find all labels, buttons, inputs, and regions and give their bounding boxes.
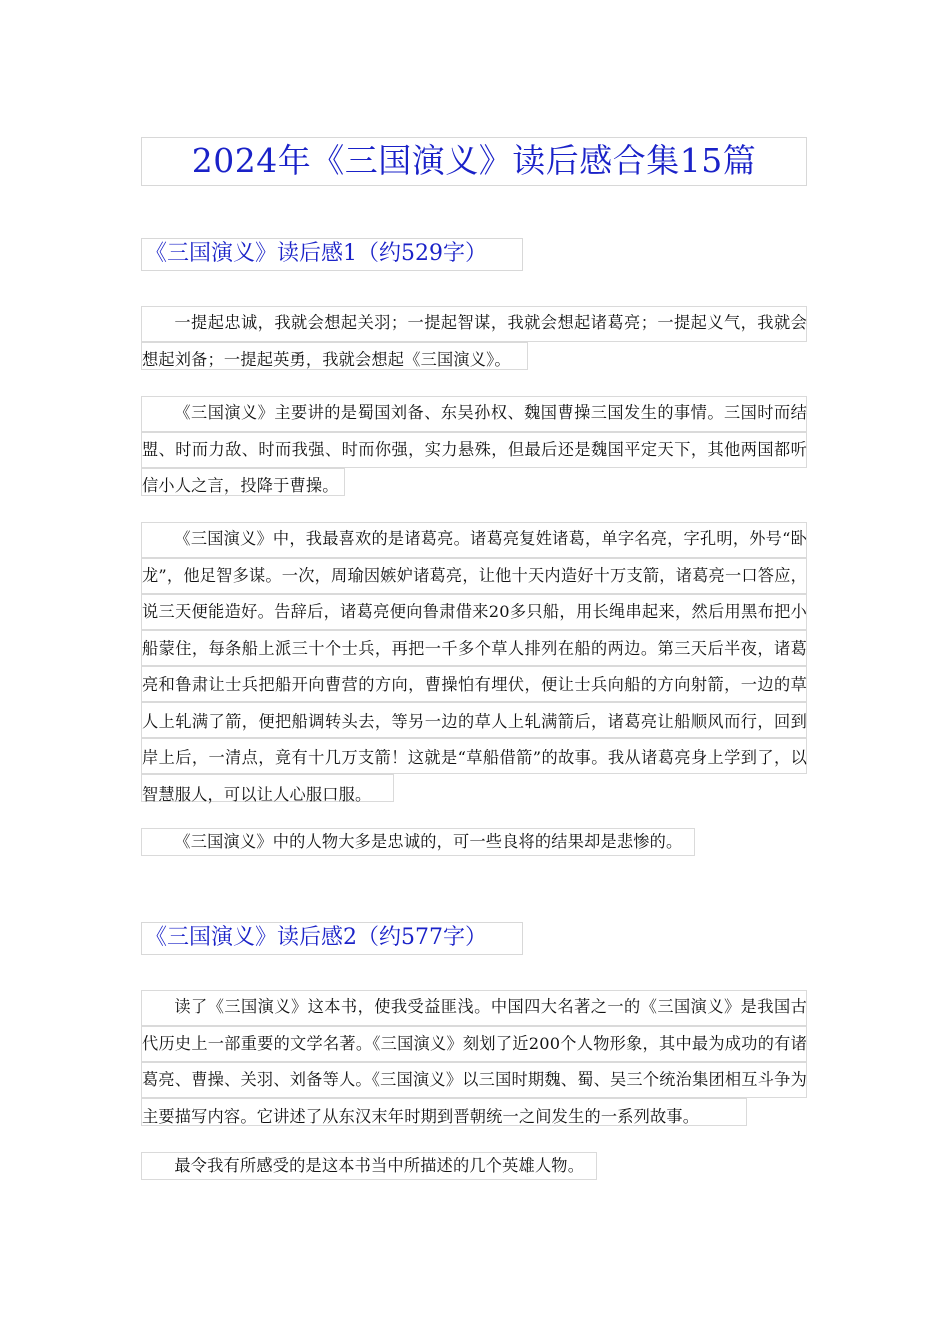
paragraph-1-4: 《三国演义》中的人物大多是忠诚的，可一些良将的结果却是悲惨的。 — [174, 832, 683, 851]
section-heading-1: 《三国演义》读后感1（约529字） — [141, 238, 523, 271]
paragraph-2-1: 读了《三国演义》这本书，使我受益匪浅。中国四大名著之一的《三国演义》是我国古代历史上一部重要的文学名著。《三国演义》刻划了近200个人物形象，其中最为成功的有诸葛亮、曹操、关羽、刘备等人。《三国演义》以三国时期魏、蜀、吴三个统治集团相互斗争为主要描写内容。它讲述了从东汉末年时期到晋朝统一之间发生的一系列故事。 — [142, 997, 807, 1126]
paragraph-2-2: 最令我有所感受的是这本书当中所描述的几个英雄人物。 — [174, 1156, 585, 1175]
section-heading-2: 《三国演义》读后感2（约577字） — [141, 922, 523, 955]
paragraph-1-1: 一提起忠诚，我就会想起关羽；一提起智谋，我就会想起诸葛亮；一提起义气，我就会想起刘备；一提起英勇，我就会想起《三国演义》。 — [142, 313, 807, 369]
document-title: 2024年《三国演义》读后感合集15篇 — [141, 137, 807, 186]
paragraph-1-3: 《三国演义》中，我最喜欢的是诸葛亮。诸葛亮复姓诸葛，单字名亮，字孔明，外号“卧龙”，他足智多谋。一次，周瑜因嫉妒诸葛亮，让他十天内造好十万支箭，诸葛亮一口答应，说三天便能造好。告辞后，诸葛亮便向鲁肃借来20多只船，用长绳串起来，然后用黑布把小船蒙住，每条船上派三十个士兵，再把一千多个草人排列在船的两边。第三天后半夜，诸葛亮和鲁肃让士兵把船开向曹营的方向，曹操怕有埋伏，便让士兵向船的方向射箭，一边的草人上轧满了箭，便把船调转头去，等另一边的草人上轧满箭后，诸葛亮让船顺风而行，回到岸上后，一清点，竟有十几万支箭！这就是“草船借箭”的故事。我从诸葛亮身上学到了，以智慧服人，可以让人心服口服。 — [142, 529, 807, 804]
paragraph-1-2: 《三国演义》主要讲的是蜀国刘备、东吴孙权、魏国曹操三国发生的事情。三国时而结盟、时而力敌、时而我强、时而你强，实力悬殊，但最后还是魏国平定天下，其他两国都听信小人之言，投降于曹操。 — [142, 403, 807, 495]
